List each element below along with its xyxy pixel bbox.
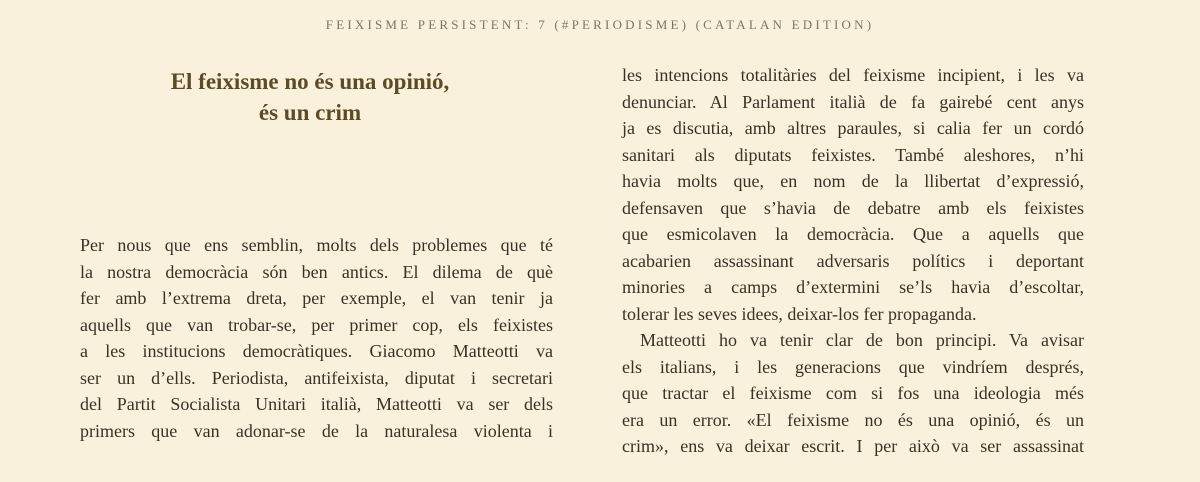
paragraph: [622, 62, 1084, 327]
left-text-column: [80, 232, 553, 444]
text-line: Per nous que ens semblin, molts dels problemes que té: [80, 235, 553, 255]
text-line: la nostra democràcia són ben antics. El dilema de què: [80, 261, 553, 282]
paragraph: [80, 232, 553, 444]
text-line: havia molts que, en nom de la llibertat d’expressió,: [622, 171, 1084, 191]
paragraph: [622, 327, 1084, 460]
text-line: del Partit Socialista Unitari italià, Matteotti va ser dels: [80, 394, 553, 414]
text-line: Matteotti ho va tenir clar de bon principi. Va avisar: [640, 330, 1084, 350]
text-line: els italians, i les generacions que vindríem després,: [622, 356, 1084, 377]
text-line: tolerar les seves idees, deixar-los fer propaganda.: [622, 303, 977, 324]
text-line: acabarien assassinant adversaris polítics i deportant: [622, 250, 1084, 271]
text-line: primers que van adonar-se de la naturalesa violenta i: [80, 420, 553, 441]
text-line: que tractar el feixisme com si fos una ideologia més: [622, 383, 1084, 403]
right-text-column: [622, 62, 1084, 460]
text-line: que esmicolaven la democràcia. Que a aquells que: [622, 224, 1084, 244]
text-line: crim», ens va deixar escrit. I per això va ser assassinat: [622, 436, 1084, 456]
text-line: era un error. «El feixisme no és una opinió, és un: [622, 409, 1084, 430]
text-line: sanitari als diputats feixistes. També aleshores, n’hi: [622, 144, 1084, 165]
text-line: minories a camps d’extermini se’ls havia d’escoltar,: [622, 277, 1084, 297]
text-line: defensaven que s’havia de debatre amb els feixistes: [622, 197, 1084, 218]
text-line: ser un d’ells. Periodista, antifeixista, diputat i secretari: [80, 367, 553, 388]
text-line: aquells que van trobar-se, per primer cop, els feixistes: [80, 314, 553, 335]
text-line: denunciar. Al Parlament italià de fa gairebé cent anys: [622, 91, 1084, 112]
text-line: fer amb l’extrema dreta, per exemple, el van tenir ja: [80, 288, 553, 308]
text-line: ja es discutia, amb altres paraules, si calia fer un cordó: [622, 118, 1084, 138]
chapter-title-line-2: és un crim: [258, 100, 362, 125]
running-header: FEIXISME PERSISTENT: 7 (#PERIODISME) (CATALAN EDITION): [325, 17, 875, 32]
chapter-title-line-1: El feixisme no és una opinió,: [170, 69, 450, 94]
chapter-title: [80, 66, 540, 128]
text-line: les intencions totalitàries del feixisme incipient, i les va: [622, 65, 1084, 85]
text-line: a les institucions democràtiques. Giacomo Matteotti va: [80, 341, 553, 361]
